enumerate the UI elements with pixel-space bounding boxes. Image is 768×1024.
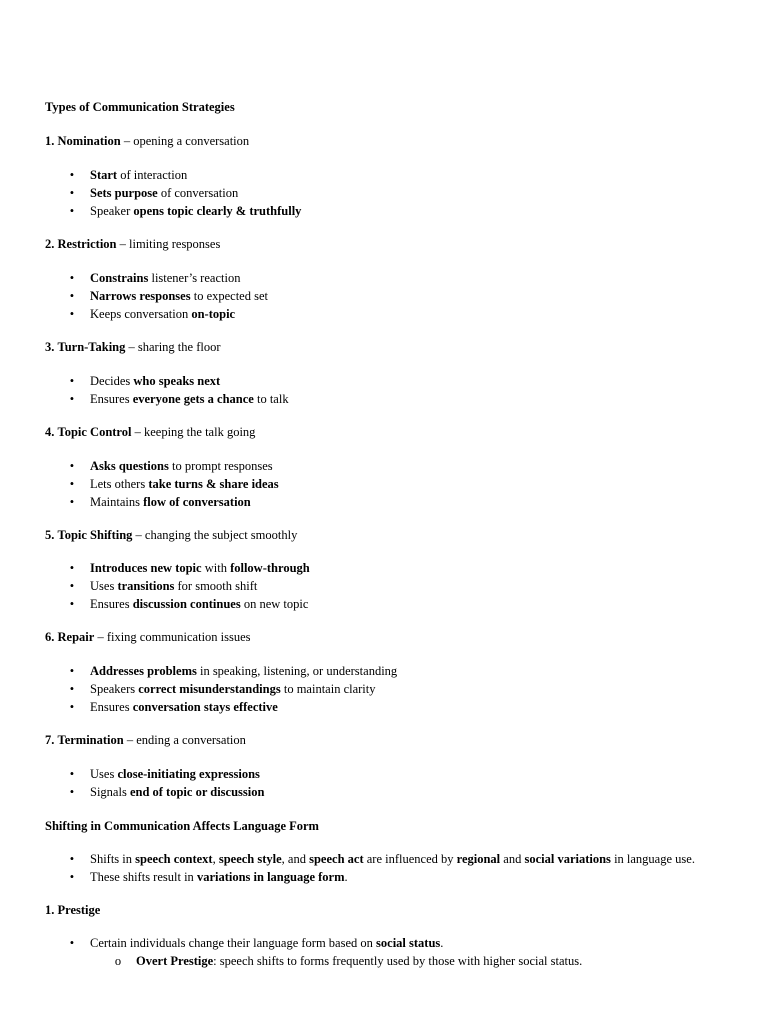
text-run: ,: [212, 852, 219, 866]
list-item-text: [90, 166, 187, 184]
list-item-text: [90, 868, 348, 886]
list-item-text: [90, 850, 695, 868]
text-run: Uses: [90, 579, 118, 593]
list-item-text: [90, 765, 260, 783]
bullet-icon: •: [69, 664, 75, 678]
bold-text: conversation stays effective: [132, 700, 278, 714]
list-item-text: [90, 595, 308, 613]
list-item-text: [90, 269, 240, 287]
bullet-icon: •: [69, 459, 75, 473]
bullet-icon: •: [69, 477, 75, 491]
bold-text: transitions: [117, 579, 175, 593]
text-run: .: [440, 936, 444, 950]
section-heading-prestige: 1. Prestige: [45, 903, 101, 917]
bullet-icon: •: [69, 785, 75, 799]
text-run: with: [201, 561, 231, 575]
text-run: in language use.: [610, 852, 695, 866]
text-run: of conversation: [157, 186, 239, 200]
bold-text: social status: [376, 936, 441, 950]
bullet-icon: •: [69, 579, 75, 593]
bold-text: Sets purpose: [90, 186, 158, 200]
bullet-icon: •: [69, 561, 75, 575]
text-run: Lets others: [90, 477, 149, 491]
bold-text: close-initiating expressions: [117, 767, 260, 781]
list-item-text: [90, 662, 397, 680]
bold-text: take turns & share ideas: [148, 477, 279, 491]
bold-text: follow-through: [230, 561, 310, 575]
list-item-text: [90, 934, 443, 952]
text-run: Speaker: [90, 204, 134, 218]
bullet-icon: •: [69, 271, 75, 285]
section-heading: 4. Topic Control – keeping the talk going: [45, 425, 256, 439]
section-heading: 3. Turn-Taking – sharing the floor: [45, 340, 221, 354]
list-item-text: [90, 184, 238, 202]
list-item-text: [90, 493, 251, 511]
text-run: Uses: [90, 767, 118, 781]
text-run: Signals: [90, 785, 130, 799]
bold-text: Start: [90, 168, 118, 182]
text-run: to talk: [253, 392, 289, 406]
section-heading: 1. Nomination – opening a conversation: [45, 134, 250, 148]
text-run: Speakers: [90, 682, 139, 696]
bullet-icon: •: [69, 392, 75, 406]
bullet-icon: •: [69, 168, 75, 182]
text-run: Ensures: [90, 392, 133, 406]
bold-text: correct misunderstandings: [138, 682, 281, 696]
list-item-text: [90, 202, 301, 220]
bullet-icon: •: [69, 307, 75, 321]
bold-text: speech context: [135, 852, 213, 866]
bullet-icon: •: [69, 374, 75, 388]
bold-text: Overt Prestige: [136, 954, 214, 968]
bold-text: social variations: [524, 852, 611, 866]
bullet-icon: •: [69, 767, 75, 781]
text-run: listener’s reaction: [148, 271, 241, 285]
section-heading: 6. Repair – fixing communication issues: [45, 630, 251, 644]
bold-text: on-topic: [191, 307, 236, 321]
list-item-text: [90, 475, 279, 493]
text-run: : speech shifts to forms frequently used by those with higher social status.: [213, 954, 583, 968]
list-item-text: [90, 287, 268, 305]
bullet-icon: •: [69, 204, 75, 218]
text-run: for smooth shift: [174, 579, 258, 593]
text-run: and: [500, 852, 525, 866]
text-run: Keeps conversation: [90, 307, 192, 321]
text-run: These shifts result in: [90, 870, 197, 884]
text-run: on new topic: [240, 597, 309, 611]
bold-text: opens topic clearly & truthfully: [133, 204, 302, 218]
list-item-text: [90, 698, 278, 716]
text-run: to expected set: [190, 289, 268, 303]
bold-text: Introduces new topic: [90, 561, 202, 575]
section-heading: 7. Termination – ending a conversation: [45, 733, 246, 747]
text-run: Ensures: [90, 597, 133, 611]
text-run: , and: [281, 852, 310, 866]
bold-text: Asks questions: [90, 459, 169, 473]
bold-text: speech act: [309, 852, 364, 866]
list-item-text: [90, 390, 289, 408]
bullet-icon: •: [69, 852, 75, 866]
list-item-text: [90, 577, 257, 595]
text-run: Certain individuals change their language form based on: [90, 936, 377, 950]
text-run: Ensures: [90, 700, 133, 714]
text-run: Decides: [90, 374, 134, 388]
text-run: to prompt responses: [168, 459, 273, 473]
page-title: Types of Communication Strategies: [45, 100, 235, 114]
bullet-icon: •: [69, 186, 75, 200]
text-run: in speaking, listening, or understanding: [196, 664, 398, 678]
bullet-icon: •: [69, 870, 75, 884]
text-run: Shifts in: [90, 852, 136, 866]
sub-list-item-text: [136, 952, 582, 970]
list-item-text: [90, 372, 220, 390]
bold-text: who speaks next: [133, 374, 221, 388]
section-heading-shifting: Shifting in Communication Affects Language Form: [45, 819, 319, 833]
bold-text: flow of conversation: [143, 495, 251, 509]
bold-text: variations in language form: [196, 870, 345, 884]
bullet-icon: •: [69, 936, 75, 950]
list-item-text: [90, 305, 235, 323]
sub-bullet-icon: o: [114, 954, 122, 968]
section-heading: 2. Restriction – limiting responses: [45, 237, 221, 251]
bold-text: end of topic or discussion: [129, 785, 265, 799]
bold-text: discussion continues: [132, 597, 241, 611]
list-item-text: [90, 783, 264, 801]
text-run: are influenced by: [363, 852, 457, 866]
list-item-text: [90, 559, 310, 577]
text-run: to maintain clarity: [280, 682, 376, 696]
bullet-icon: •: [69, 495, 75, 509]
bold-text: Narrows responses: [90, 289, 191, 303]
bold-text: Addresses problems: [90, 664, 197, 678]
bullet-icon: •: [69, 700, 75, 714]
text-run: Maintains: [90, 495, 144, 509]
bullet-icon: •: [69, 682, 75, 696]
bold-text: speech style: [218, 852, 282, 866]
list-item-text: [90, 680, 376, 698]
text-run: .: [344, 870, 348, 884]
bullet-icon: •: [69, 289, 75, 303]
text-run: of interaction: [117, 168, 188, 182]
bold-text: Constrains: [90, 271, 149, 285]
bold-text: regional: [456, 852, 501, 866]
list-item-text: [90, 457, 273, 475]
bullet-icon: •: [69, 597, 75, 611]
bold-text: everyone gets a chance: [132, 392, 254, 406]
section-heading: 5. Topic Shifting – changing the subject smoothly: [45, 528, 298, 542]
